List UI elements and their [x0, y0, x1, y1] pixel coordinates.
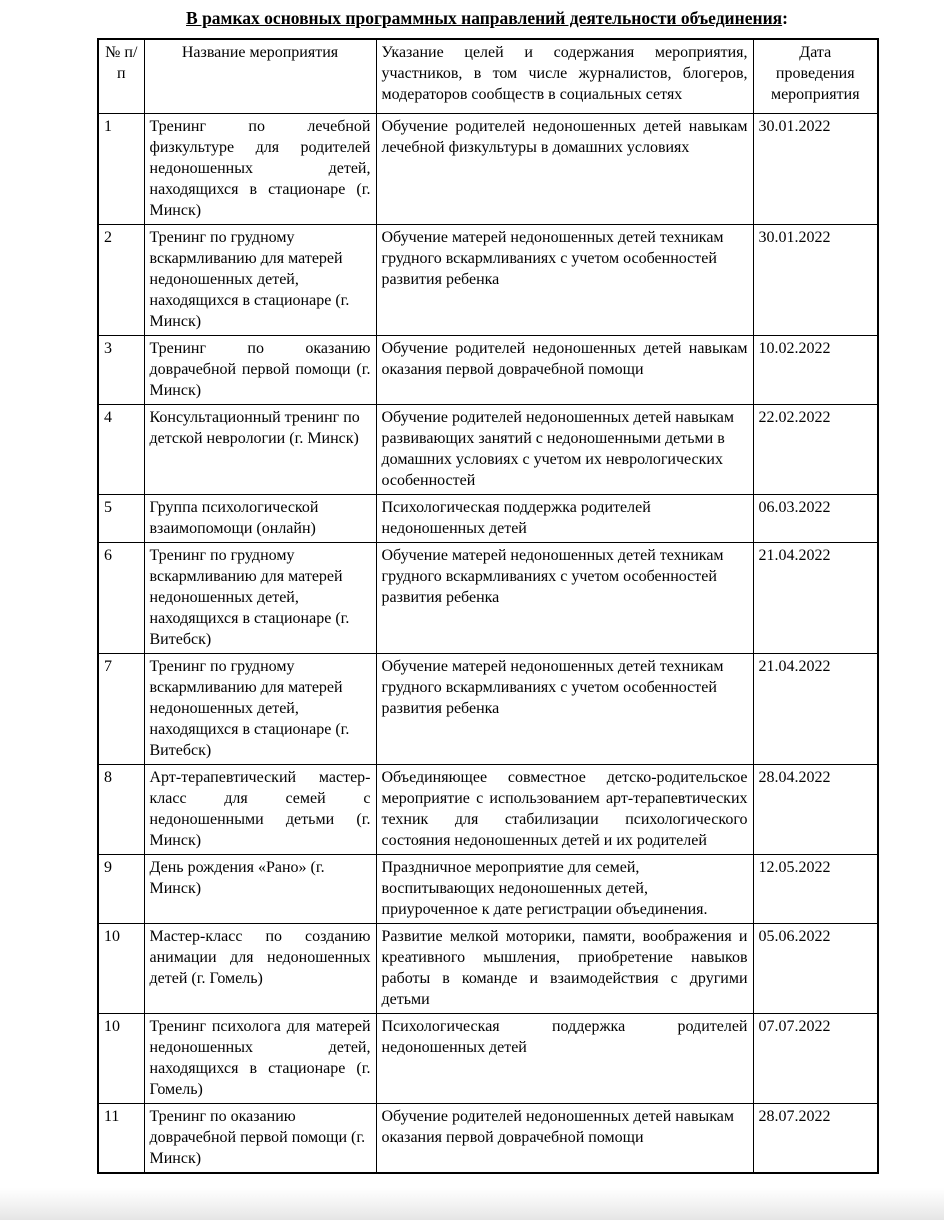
row-number-cell: 1 [98, 114, 144, 225]
page-title [97, 8, 877, 29]
event-name-cell: Тренинг по лечебной физкультуре для родителей недоношенных детей, находящихся в стационаре (г. Минск) [144, 114, 376, 225]
row-number-cell: 10 [98, 924, 144, 1014]
event-date-cell: 21.04.2022 [753, 543, 878, 654]
event-date-cell: 05.06.2022 [753, 924, 878, 1014]
event-date-cell: 07.07.2022 [753, 1014, 878, 1104]
table-row [98, 225, 878, 336]
table-row [98, 336, 878, 405]
row-number-cell: 5 [98, 495, 144, 543]
event-description-cell: Обучение родителей недоношенных детей навыкам оказания первой доврачебной помощи [376, 336, 753, 405]
header-row-number: № п/п [98, 39, 144, 114]
event-name-cell: Мастер-класс по созданию анимации для недоношенных детей (г. Гомель) [144, 924, 376, 1014]
event-name-cell: Тренинг по оказанию доврачебной первой помощи (г. Минск) [144, 336, 376, 405]
event-date-cell: 28.04.2022 [753, 765, 878, 855]
event-date-cell: 28.07.2022 [753, 1104, 878, 1174]
event-description-cell: Обучение родителей недоношенных детей навыкам оказания первой доврачебной помощи [376, 1104, 753, 1174]
table-row [98, 654, 878, 765]
event-name-cell: Консультационный тренинг по детской неврологии (г. Минск) [144, 405, 376, 495]
row-number-cell: 11 [98, 1104, 144, 1174]
page-title-colon: : [782, 8, 788, 28]
table-row [98, 1014, 878, 1104]
table-row [98, 855, 878, 924]
row-number-cell: 4 [98, 405, 144, 495]
page-bottom-fade [0, 1188, 944, 1220]
event-date-cell: 21.04.2022 [753, 654, 878, 765]
table-row [98, 1104, 878, 1174]
event-description-cell: Обучение матерей недоношенных детей техникам грудного вскармливаниях с учетом особенностей развития ребенка [376, 654, 753, 765]
event-name-cell: Тренинг по оказанию доврачебной первой помощи (г. Минск) [144, 1104, 376, 1174]
event-name-cell: Группа психологической взаимопомощи (онлайн) [144, 495, 376, 543]
event-description-cell: Обучение родителей недоношенных детей навыкам лечебной физкультуры в домашних условиях [376, 114, 753, 225]
table-row [98, 114, 878, 225]
table-row [98, 765, 878, 855]
event-name-cell: Тренинг по грудному вскармливанию для матерей недоношенных детей, находящихся в стационаре (г. Витебск) [144, 543, 376, 654]
event-name-cell: День рождения «Рано» (г. Минск) [144, 855, 376, 924]
event-description-cell: Обучение родителей недоношенных детей навыкам развивающих занятий с недоношенными детьми в домашних условиях с учетом их неврологических особенностей [376, 405, 753, 495]
event-name-cell: Арт-терапевтический мастер-класс для семей с недоношенными детьми (г. Минск) [144, 765, 376, 855]
page-title-text: В рамках основных программных направлений деятельности объединения [186, 8, 783, 28]
table-row [98, 543, 878, 654]
event-description-cell: Праздничное мероприятие для семей, воспитывающих недоношенных детей, приуроченное к дате регистрации объединения. [376, 855, 753, 924]
table-body [98, 114, 878, 1174]
row-number-cell: 9 [98, 855, 144, 924]
event-date-cell: 30.01.2022 [753, 114, 878, 225]
event-description-cell: Объединяющее совместное детско-родительское мероприятие с использованием арт-терапевтических техник для стабилизации психологического состояния недоношенных детей и их родителей [376, 765, 753, 855]
table-row [98, 495, 878, 543]
table-header-row [98, 39, 878, 114]
row-number-cell: 2 [98, 225, 144, 336]
row-number-cell: 6 [98, 543, 144, 654]
table-row [98, 924, 878, 1014]
header-event-date: Дата проведения мероприятия [753, 39, 878, 114]
event-description-cell: Психологическая поддержка родителей недоношенных детей [376, 1014, 753, 1104]
event-date-cell: 12.05.2022 [753, 855, 878, 924]
row-number-cell: 3 [98, 336, 144, 405]
event-date-cell: 06.03.2022 [753, 495, 878, 543]
event-date-cell: 22.02.2022 [753, 405, 878, 495]
event-description-cell: Обучение матерей недоношенных детей техникам грудного вскармливаниях с учетом особенностей развития ребенка [376, 543, 753, 654]
event-name-cell: Тренинг психолога для матерей недоношенных детей, находящихся в стационаре (г. Гомель) [144, 1014, 376, 1104]
header-event-name: Название мероприятия [144, 39, 376, 114]
events-table [97, 38, 879, 1174]
event-description-cell: Развитие мелкой моторики, памяти, воображения и креативного мышления, приобретение навыков работы в команде и взаимодействия с другими детьми [376, 924, 753, 1014]
event-description-cell: Психологическая поддержка родителей недоношенных детей [376, 495, 753, 543]
header-event-goals: Указание целей и содержания мероприятия, участников, в том числе журналистов, блогеров, модераторов сообществ в социальных сетях [376, 39, 753, 114]
row-number-cell: 10 [98, 1014, 144, 1104]
event-date-cell: 10.02.2022 [753, 336, 878, 405]
event-name-cell: Тренинг по грудному вскармливанию для матерей недоношенных детей, находящихся в стационаре (г. Минск) [144, 225, 376, 336]
event-date-cell: 30.01.2022 [753, 225, 878, 336]
row-number-cell: 8 [98, 765, 144, 855]
table-row [98, 405, 878, 495]
event-name-cell: Тренинг по грудному вскармливанию для матерей недоношенных детей, находящихся в стационаре (г. Витебск) [144, 654, 376, 765]
event-description-cell: Обучение матерей недоношенных детей техникам грудного вскармливаниях с учетом особенностей развития ребенка [376, 225, 753, 336]
row-number-cell: 7 [98, 654, 144, 765]
